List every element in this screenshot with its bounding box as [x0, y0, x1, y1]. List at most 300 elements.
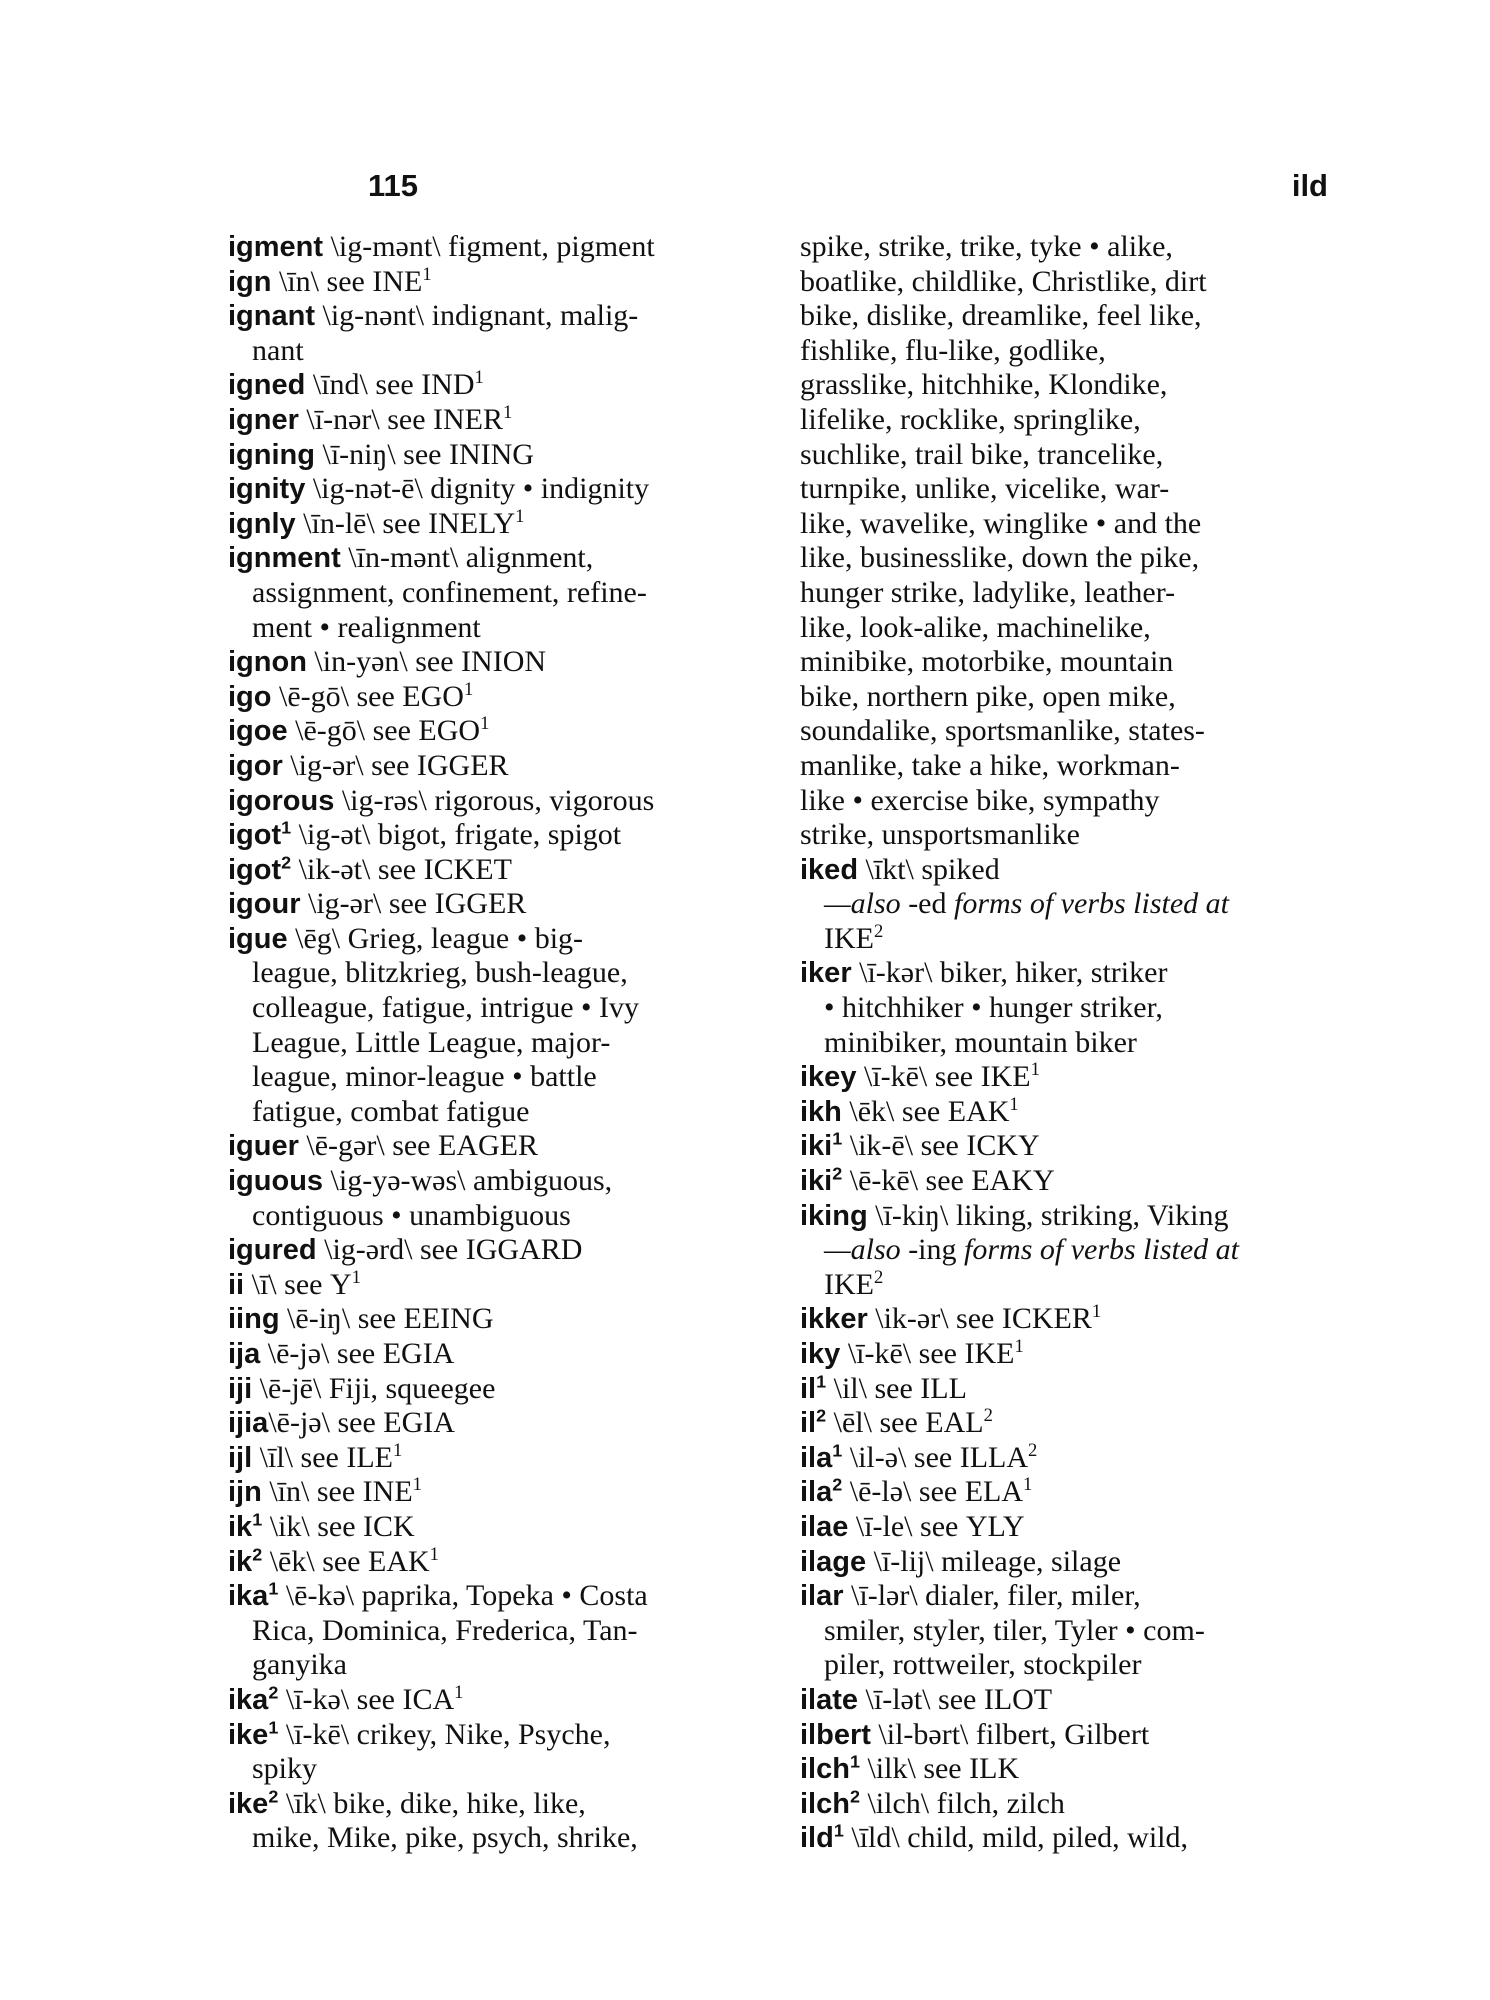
headword: igment — [228, 231, 324, 263]
headword-superscript: 1 — [832, 1440, 843, 1461]
left-column — [228, 230, 788, 1856]
see-word: see — [403, 437, 442, 471]
rhyme-words: lifelike, rocklike, springlike, — [800, 402, 1141, 436]
pronunciation: \ē-gō\ — [279, 679, 349, 713]
cross-reference: EAK$^1$ — [368, 1543, 439, 1578]
headword: igorous — [228, 784, 335, 817]
rhyme-words: child, mild, piled, wild, — [907, 1821, 1188, 1855]
rhyme-words: assignment, confinement, refine- — [252, 575, 647, 609]
also-note: —also — [824, 1233, 901, 1267]
pronunciation: \īn-mənt\ — [348, 541, 459, 575]
pronunciation: \ē-gō\ — [295, 714, 366, 748]
rhyme-words: ganyika — [252, 1648, 347, 1682]
see-word: see — [901, 1094, 941, 1128]
pronunciation: \ik-ē\ — [849, 1129, 914, 1163]
cross-reference-superscript: 1 — [1023, 1474, 1033, 1496]
cross-reference: ICKET — [423, 852, 512, 886]
headword: ila$^2$ — [800, 1474, 843, 1509]
pronunciation: \ik\ — [269, 1509, 310, 1543]
cross-reference-superscript: 1 — [1091, 1301, 1102, 1323]
entry-line — [800, 1060, 1360, 1095]
cross-reference: IGGARD — [465, 1233, 583, 1267]
headword: iguer — [228, 1130, 299, 1163]
rhyme-words: spike, strike, trike, tyke • alike, — [800, 230, 1173, 263]
cross-reference: IKE$^2$ — [824, 1266, 884, 1301]
pronunciation: \īl\ — [259, 1440, 294, 1474]
see-word: see — [322, 1544, 361, 1578]
pronunciation: \ē-iŋ\ — [287, 1302, 351, 1336]
also-text: forms of verbs listed at — [954, 887, 1229, 921]
rhyme-words: League, Little League, major- — [252, 1025, 611, 1059]
cross-reference-superscript: 2 — [873, 920, 884, 942]
headword: ilch$^2$ — [800, 1786, 860, 1820]
pronunciation: \ī-kē\ — [285, 1717, 350, 1751]
headword-superscript: 1 — [268, 1578, 279, 1599]
rhyme-words: like, wavelike, winglike • and the — [800, 506, 1202, 540]
headword-superscript: 1 — [281, 817, 292, 838]
entry-continuation-line — [228, 1648, 788, 1683]
also-suffix: -ing — [908, 1233, 957, 1267]
entry-line — [228, 1268, 788, 1303]
headword: iki$^1$ — [800, 1128, 843, 1163]
pronunciation: \ig-ərd\ — [324, 1233, 413, 1267]
entry-line — [800, 1302, 1360, 1337]
see-word: see — [879, 1406, 918, 1440]
see-word: see — [356, 1682, 395, 1716]
headword: ikey — [800, 1061, 857, 1094]
also-suffix: -ed — [908, 887, 947, 921]
entry-line — [228, 1441, 788, 1476]
see-word: see — [956, 1302, 995, 1336]
headword: $il^2$ — [800, 1405, 827, 1440]
entry-line — [228, 714, 788, 749]
pronunciation: \ī-kə\ — [285, 1682, 350, 1716]
pronunciation: \īn\ — [269, 1475, 310, 1509]
entry-line — [228, 472, 788, 507]
entry-continuation-line — [228, 611, 788, 646]
headword: igured — [228, 1234, 317, 1267]
headword: iked — [800, 853, 859, 886]
cross-reference: $Y^1$ — [329, 1266, 361, 1301]
pronunciation: \ig-rəs\ — [341, 783, 427, 817]
entry-line — [800, 1545, 1360, 1580]
rhyme-words: Rica, Dominica, Frederica, Tan- — [252, 1613, 638, 1647]
pronunciation: \ēg\ — [295, 921, 341, 955]
headword: igned — [228, 369, 306, 402]
headword: igoe — [228, 715, 288, 748]
entry-line — [800, 1718, 1360, 1753]
rhyme-words: dignity • indignity — [430, 472, 650, 506]
see-word: see — [938, 1682, 977, 1716]
entry-continuation-line — [800, 611, 1360, 646]
right-column — [800, 230, 1360, 1856]
entry-continuation-line — [800, 922, 1360, 957]
headword-superscript: 2 — [832, 1474, 843, 1495]
entry-line — [228, 507, 788, 542]
cross-reference: INELY$^1$ — [428, 505, 525, 540]
rhyme-words: indignant, malig- — [431, 299, 639, 333]
see-word: see — [925, 1164, 964, 1198]
entry-line — [800, 1683, 1360, 1718]
entry-continuation-line — [800, 991, 1360, 1026]
cross-reference: INE$^1$ — [372, 263, 432, 298]
cross-reference: INE$^1$ — [362, 1474, 422, 1509]
pronunciation: \ēk\ — [269, 1544, 315, 1578]
headword: $ik^1$ — [228, 1509, 263, 1543]
entry-line — [228, 230, 788, 265]
entry-line — [228, 1337, 788, 1372]
cross-reference-superscript: 2 — [873, 1266, 884, 1288]
entry-continuation-line — [228, 1821, 788, 1856]
cross-reference-superscript: 1 — [1014, 1336, 1024, 1357]
headword-superscript: 1 — [833, 1820, 844, 1841]
headword-superscript: 2 — [268, 1786, 279, 1807]
entry-continuation-line — [800, 1233, 1360, 1268]
also-text: forms of verbs listed at — [964, 1233, 1240, 1267]
entry-continuation-line — [228, 1060, 788, 1095]
entry-line — [228, 1129, 788, 1164]
rhyme-words: minibiker, mountain biker — [824, 1025, 1137, 1059]
rhyme-words: minibike, motorbike, mountain — [800, 645, 1174, 679]
entry-line — [228, 645, 788, 680]
pronunciation: \ig-ər\ — [308, 887, 382, 921]
entry-continuation-line — [800, 714, 1360, 749]
rhyme-words: rigorous, vigorous — [434, 783, 655, 817]
rhyme-words: like • exercise bike, sympathy — [800, 783, 1160, 817]
entry-continuation-line — [800, 438, 1360, 473]
see-word: see — [356, 679, 395, 713]
entry-line — [228, 403, 788, 438]
cross-reference: ICA$^1$ — [402, 1681, 464, 1716]
rhyme-words: like, businesslike, down the pike, — [800, 541, 1200, 575]
cross-reference: EGIA — [383, 1406, 455, 1440]
cross-reference: ILOT — [983, 1682, 1053, 1716]
pronunciation: \ē-jə\ — [268, 1406, 330, 1440]
see-word: see — [375, 368, 414, 402]
headword: ilage — [800, 1545, 867, 1578]
headword: igo — [228, 680, 272, 713]
headword: ii — [228, 1268, 245, 1301]
headword: ilch$^1$ — [800, 1751, 860, 1786]
pronunciation: \ik-ət\ — [298, 852, 371, 886]
cross-reference: EAGER — [438, 1129, 538, 1163]
pronunciation: \il-ə\ — [849, 1440, 907, 1474]
pronunciation: \ī-kiŋ\ — [875, 1198, 949, 1232]
entry-line — [228, 265, 788, 300]
entry-continuation-line — [228, 991, 788, 1026]
rhyme-words: crikey, Nike, Psyche, — [356, 1717, 611, 1751]
entry-line — [228, 438, 788, 473]
see-word: see — [923, 1752, 962, 1786]
headword: igot$^2$ — [228, 852, 292, 886]
entry-continuation-line — [800, 1648, 1360, 1683]
rhyme-words: dialer, filer, miler, — [925, 1579, 1141, 1613]
headword: ika$^2$ — [228, 1682, 279, 1716]
headword-superscript: 2 — [849, 1786, 860, 1807]
see-word: see — [918, 1337, 957, 1370]
see-word: see — [913, 1440, 953, 1474]
cross-reference-superscript: 1 — [1030, 1059, 1040, 1081]
headword: iji — [228, 1372, 253, 1405]
entry-line — [800, 1164, 1360, 1199]
pronunciation: \ē-kə\ — [285, 1579, 355, 1613]
headword-superscript: 1 — [268, 1716, 279, 1737]
pronunciation: \ēl\ — [833, 1406, 872, 1440]
cross-reference-superscript: 1 — [503, 401, 513, 423]
rhyme-words: figment, pigment — [448, 230, 655, 263]
cross-reference: EAK$^1$ — [947, 1093, 1019, 1128]
pronunciation: \ig-nənt\ — [322, 299, 425, 333]
see-word: see — [874, 1371, 913, 1405]
rhyme-words: Fiji, squeegee — [328, 1371, 496, 1405]
pronunciation: \īk\ — [285, 1786, 326, 1820]
rhyme-words: paprika, Topeka • Costa — [361, 1579, 648, 1613]
cross-reference-superscript: 1 — [351, 1266, 361, 1288]
see-word: see — [415, 645, 454, 679]
rhyme-words: smiler, styler, tiler, Tyler • com- — [824, 1613, 1205, 1647]
rhyme-words: turnpike, unlike, vicelike, war- — [800, 472, 1170, 506]
entry-continuation-line — [228, 1752, 788, 1787]
rhyme-words: like, look-alike, machinelike, — [800, 610, 1151, 644]
headword: ilae — [800, 1510, 849, 1543]
headword-superscript: 1 — [832, 1128, 843, 1149]
pronunciation: \ē-lə\ — [849, 1475, 912, 1509]
rhyme-words: grasslike, hitchhike, Klondike, — [800, 368, 1168, 402]
entry-continuation-line — [228, 1614, 788, 1649]
entry-line — [228, 368, 788, 403]
headword-superscript: 2 — [281, 852, 292, 873]
rhyme-words: nant — [252, 333, 304, 367]
cross-reference: ILL — [920, 1371, 967, 1405]
rhyme-words: spiked — [921, 852, 1000, 886]
entry-line — [800, 1441, 1360, 1476]
headword: iing — [228, 1303, 280, 1336]
rhyme-words: suchlike, trail bike, trancelike, — [800, 437, 1164, 471]
see-word: see — [382, 506, 421, 540]
see-word: see — [920, 1509, 959, 1543]
cross-reference: ILE$^1$ — [346, 1439, 403, 1474]
see-word: see — [419, 1233, 459, 1267]
entry-line — [800, 1199, 1360, 1234]
headword: igning — [228, 438, 315, 471]
guide-word: ild — [1291, 168, 1328, 203]
cross-reference: ICK — [363, 1509, 415, 1543]
see-word: see — [284, 1267, 323, 1301]
headword: ilar — [800, 1580, 844, 1613]
headword: ignly — [228, 507, 296, 540]
see-word: see — [372, 714, 411, 748]
see-word: see — [387, 402, 426, 436]
headword: ija — [228, 1338, 261, 1370]
entry-continuation-line — [228, 1095, 788, 1130]
pronunciation: \ig-mənt\ — [330, 230, 441, 263]
headword: igot$^1$ — [228, 817, 292, 852]
headword: ign — [228, 265, 272, 298]
cross-reference-superscript: 1 — [422, 263, 432, 285]
headword: ignon — [228, 646, 307, 679]
see-word: see — [392, 1129, 431, 1163]
pronunciation: \īld\ — [851, 1821, 900, 1855]
cross-reference: EGO$^1$ — [402, 678, 474, 713]
cross-reference: ICKY — [966, 1129, 1040, 1163]
rhyme-words: filbert, Gilbert — [975, 1717, 1150, 1751]
see-word: see — [326, 264, 365, 298]
rhyme-words: fatigue, combat fatigue — [252, 1094, 530, 1128]
pronunciation: \ik-ər\ — [875, 1302, 949, 1336]
headword-superscript: 1 — [849, 1751, 860, 1772]
entry-continuation-line — [800, 749, 1360, 784]
headword-superscript: 2 — [268, 1682, 279, 1703]
entry-line — [800, 956, 1360, 991]
pronunciation: \ī-lij\ — [873, 1544, 934, 1578]
entry-line — [800, 853, 1360, 888]
headword: igor — [228, 749, 283, 782]
see-word: see — [316, 1475, 356, 1509]
rhyme-words: soundalike, sportsmanlike, states- — [800, 714, 1205, 748]
cross-reference: ICKER$^1$ — [1001, 1301, 1102, 1336]
headword: ijia — [228, 1407, 269, 1440]
rhyme-words: manlike, take a hike, workman- — [800, 748, 1180, 782]
cross-reference-superscript: 2 — [1028, 1439, 1038, 1461]
see-word: see — [918, 1475, 958, 1509]
rhyme-words: spiky — [252, 1752, 318, 1786]
cross-reference: INING — [448, 437, 534, 471]
pronunciation: \ī-nər\ — [306, 402, 380, 436]
pronunciation: \il\ — [833, 1371, 867, 1405]
entry-line — [800, 1337, 1360, 1372]
pronunciation: \ig-nət-ē\ — [312, 472, 423, 506]
rhyme-words: contiguous • unambiguous — [252, 1198, 571, 1232]
headword: ignant — [228, 300, 315, 333]
pronunciation: \ī-kē\ — [847, 1337, 912, 1370]
cross-reference: INION — [461, 645, 547, 679]
rhyme-words: mileage, silage — [941, 1544, 1122, 1578]
pronunciation: \ī-kē\ — [863, 1060, 928, 1094]
entry-line — [800, 1406, 1360, 1441]
pronunciation: \ī-le\ — [855, 1509, 913, 1543]
see-word: see — [934, 1060, 974, 1094]
entry-continuation-line — [800, 818, 1360, 853]
headword: ikh — [800, 1095, 842, 1128]
cross-reference: IKE$^1$ — [980, 1059, 1040, 1094]
pronunciation: \ē-gər\ — [306, 1129, 385, 1163]
see-word: see — [357, 1302, 397, 1336]
rhyme-words: bike, northern pike, open mike, — [800, 679, 1176, 713]
cross-reference: IGGER — [416, 748, 509, 782]
headword-superscript: 2 — [832, 1163, 843, 1184]
rhyme-words: Grieg, league • big- — [347, 921, 584, 955]
entry-continuation-line — [800, 403, 1360, 438]
cross-reference: ILK — [969, 1752, 1020, 1786]
headword: ila$^1$ — [800, 1440, 843, 1474]
pronunciation: \īkt\ — [865, 852, 914, 886]
pronunciation: \in-yən\ — [314, 645, 408, 679]
see-word: see — [317, 1509, 356, 1543]
entry-continuation-line — [800, 334, 1360, 369]
entry-line — [228, 299, 788, 334]
headword: ild$^1$ — [800, 1820, 844, 1855]
entry-continuation-line — [228, 334, 788, 369]
cross-reference: IGGER — [434, 887, 527, 921]
also-note: —also — [824, 887, 901, 921]
pronunciation: \ig-yə-wəs\ — [330, 1164, 466, 1198]
cross-reference: EAKY — [971, 1164, 1055, 1198]
cross-reference: EGIA — [382, 1337, 455, 1370]
entry-line — [800, 1752, 1360, 1787]
cross-reference: ILLA$^2$ — [959, 1439, 1038, 1474]
cross-reference: EEING — [403, 1302, 494, 1336]
entry-line — [228, 922, 788, 957]
pronunciation: \ī-niŋ\ — [322, 437, 396, 471]
entry-continuation-line — [800, 784, 1360, 819]
headword-superscript: 1 — [816, 1370, 827, 1391]
entry-continuation-line — [228, 576, 788, 611]
entry-line — [800, 1129, 1360, 1164]
pronunciation: \īn\ — [279, 264, 320, 298]
headword: iguous — [228, 1165, 324, 1198]
entry-continuation-line — [800, 299, 1360, 334]
pronunciation: \ī-kər\ — [859, 956, 933, 990]
pronunciation: \ī-lət\ — [865, 1682, 931, 1716]
headword: ignment — [228, 542, 341, 575]
entry-continuation-line — [800, 887, 1360, 922]
entry-continuation-line — [800, 1268, 1360, 1303]
rhyme-words: league, minor-league • battle — [252, 1060, 597, 1094]
headword: ike$^2$ — [228, 1786, 279, 1820]
entry-continuation-line — [800, 576, 1360, 611]
entry-line — [228, 1164, 788, 1199]
headword-superscript: 2 — [252, 1543, 263, 1564]
entry-continuation-line — [228, 1026, 788, 1061]
entry-line — [228, 541, 788, 576]
headword-superscript: 1 — [252, 1509, 263, 1530]
cross-reference: ELA$^1$ — [964, 1474, 1033, 1509]
entry-line — [800, 1821, 1360, 1856]
entry-line — [228, 1510, 788, 1545]
rhyme-words: bike, dike, hike, like, — [333, 1786, 586, 1820]
entry-line — [800, 1372, 1360, 1407]
entry-line — [228, 680, 788, 715]
entry-continuation-line — [800, 472, 1360, 507]
cross-reference-superscript: 1 — [454, 1681, 464, 1703]
rhyme-words: bike, dislike, dreamlike, feel like, — [800, 299, 1202, 333]
pronunciation: \ī\ — [251, 1267, 277, 1301]
rhyme-words: strike, unsportsmanlike — [800, 818, 1080, 852]
entry-line — [800, 1510, 1360, 1545]
headword: ijn — [228, 1476, 262, 1509]
cross-reference-superscript: 1 — [515, 505, 525, 527]
rhyme-words: bigot, frigate, spigot — [377, 818, 622, 852]
entry-continuation-line — [800, 368, 1360, 403]
entry-line — [800, 1095, 1360, 1130]
headword: igour — [228, 888, 301, 921]
headword: $il^1$ — [800, 1370, 827, 1405]
rhyme-words: biker, hiker, striker — [939, 956, 1168, 990]
see-word: see — [337, 1406, 376, 1440]
pronunciation: \il-bərt\ — [878, 1717, 969, 1751]
rhyme-words: fishlike, flu-like, godlike, — [800, 333, 1106, 367]
rhyme-words: piler, rottweiler, stockpiler — [824, 1648, 1142, 1682]
pronunciation: \īnd\ — [312, 368, 368, 402]
entry-line — [228, 1579, 788, 1614]
entry-continuation-line — [228, 1199, 788, 1234]
cross-reference-superscript: 1 — [412, 1474, 422, 1496]
rhyme-words: colleague, fatigue, intrigue • Ivy — [252, 991, 640, 1025]
cross-reference-superscript: 1 — [480, 713, 490, 735]
entry-line — [228, 1718, 788, 1753]
headword: ilate — [800, 1683, 859, 1716]
page-number: 115 — [368, 168, 419, 203]
